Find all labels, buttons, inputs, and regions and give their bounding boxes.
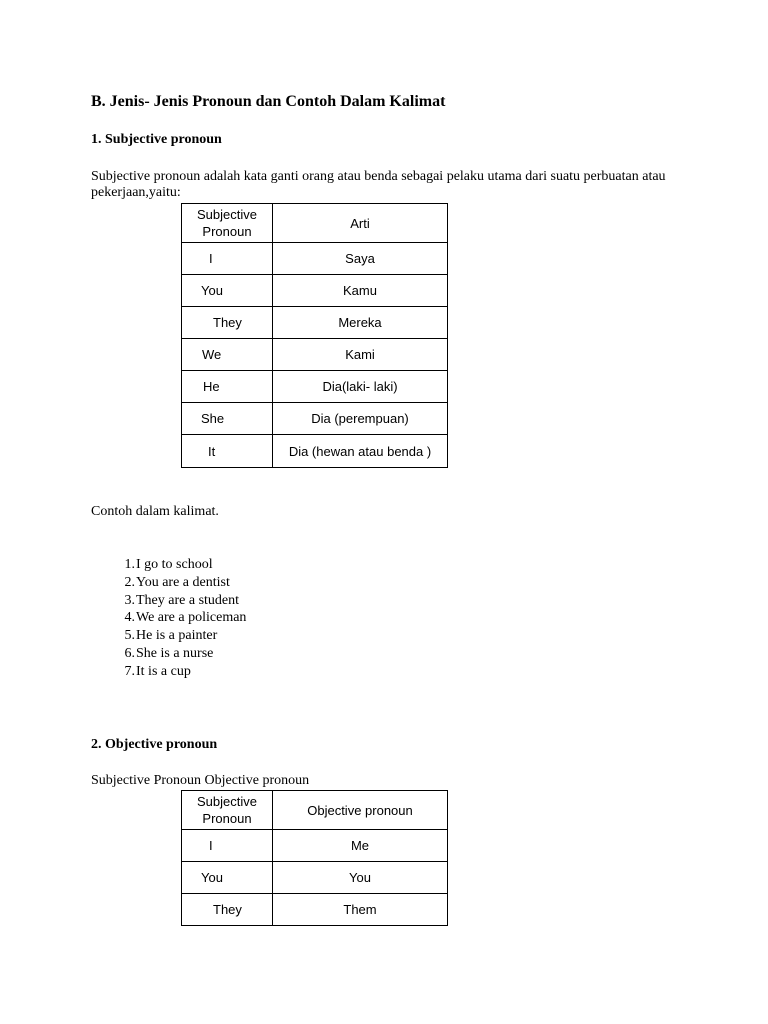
list-item xyxy=(91,663,246,681)
list-item xyxy=(91,574,246,592)
table-row xyxy=(182,830,448,862)
table-header-cell: Objective pronoun xyxy=(273,791,448,830)
table-header-cell: Arti xyxy=(273,204,448,243)
section1-heading: 1. Subjective pronoun xyxy=(91,132,222,147)
list-item-number: 3. xyxy=(124,592,135,608)
table-cell: Me xyxy=(273,830,448,862)
list-item-text: He is a painter xyxy=(136,628,218,644)
table-cell: Kami xyxy=(273,339,448,371)
list-item-number: 4. xyxy=(124,610,135,626)
table-row xyxy=(182,894,448,926)
table-cell: We xyxy=(182,339,273,371)
list-item xyxy=(91,609,246,627)
table-row xyxy=(182,339,448,371)
list-item-text: We are a policeman xyxy=(136,610,247,626)
table-cell: Dia (perempuan) xyxy=(273,403,448,435)
list-item-number: 2. xyxy=(124,574,135,590)
table-cell: You xyxy=(182,862,273,894)
example-list xyxy=(91,556,246,681)
list-item xyxy=(91,592,246,610)
table-cell: I xyxy=(182,243,273,275)
table-cell: You xyxy=(182,275,273,307)
list-item-text: I go to school xyxy=(136,557,213,572)
list-item-number: 6. xyxy=(124,645,135,661)
list-item xyxy=(91,556,246,574)
section1-paragraph: Subjective pronoun adalah kata ganti orang atau benda sebagai pelaku utama dari suatu perbuatan atau pekerjaan,yaitu: xyxy=(91,169,666,200)
subjective-pronoun-table xyxy=(181,203,448,468)
document-title: B. Jenis- Jenis Pronoun dan Contoh Dalam Kalimat xyxy=(91,93,446,110)
table-cell: They xyxy=(182,307,273,339)
list-item-text: They are a student xyxy=(136,592,240,608)
table-cell: Saya xyxy=(273,243,448,275)
list-item-number: 1. xyxy=(124,557,135,572)
table-header-row xyxy=(182,791,448,830)
table-cell: Dia(laki- laki) xyxy=(273,371,448,403)
table-cell: It xyxy=(182,435,273,468)
table-row xyxy=(182,435,448,468)
table-row xyxy=(182,307,448,339)
table-cell: Them xyxy=(273,894,448,926)
list-item xyxy=(91,645,246,663)
table-row xyxy=(182,371,448,403)
table-cell: He xyxy=(182,371,273,403)
table-cell: I xyxy=(182,830,273,862)
list-item-number: 5. xyxy=(124,628,135,644)
list-item-text: She is a nurse xyxy=(136,645,214,661)
objective-pronoun-table xyxy=(181,790,448,926)
table-header-cell: Subjective Pronoun xyxy=(182,791,273,830)
list-item-text: You are a dentist xyxy=(136,574,230,590)
table-cell: Mereka xyxy=(273,307,448,339)
table-cell: Kamu xyxy=(273,275,448,307)
examples-intro: Contoh dalam kalimat. xyxy=(91,504,219,519)
table-row xyxy=(182,243,448,275)
table-cell: They xyxy=(182,894,273,926)
table-header-cell: Subjective Pronoun xyxy=(182,204,273,243)
table-cell: You xyxy=(273,862,448,894)
list-item xyxy=(91,627,246,645)
table-cell: She xyxy=(182,403,273,435)
list-item-text: It is a cup xyxy=(136,663,191,679)
table-row xyxy=(182,403,448,435)
section2-heading: 2. Objective pronoun xyxy=(91,737,218,752)
section2-caption: Subjective Pronoun Objective pronoun xyxy=(91,773,310,788)
table-cell: Dia (hewan atau benda ) xyxy=(273,435,448,468)
table-row xyxy=(182,862,448,894)
table-header-row xyxy=(182,204,448,243)
list-item-number: 7. xyxy=(124,663,135,679)
table-row xyxy=(182,275,448,307)
